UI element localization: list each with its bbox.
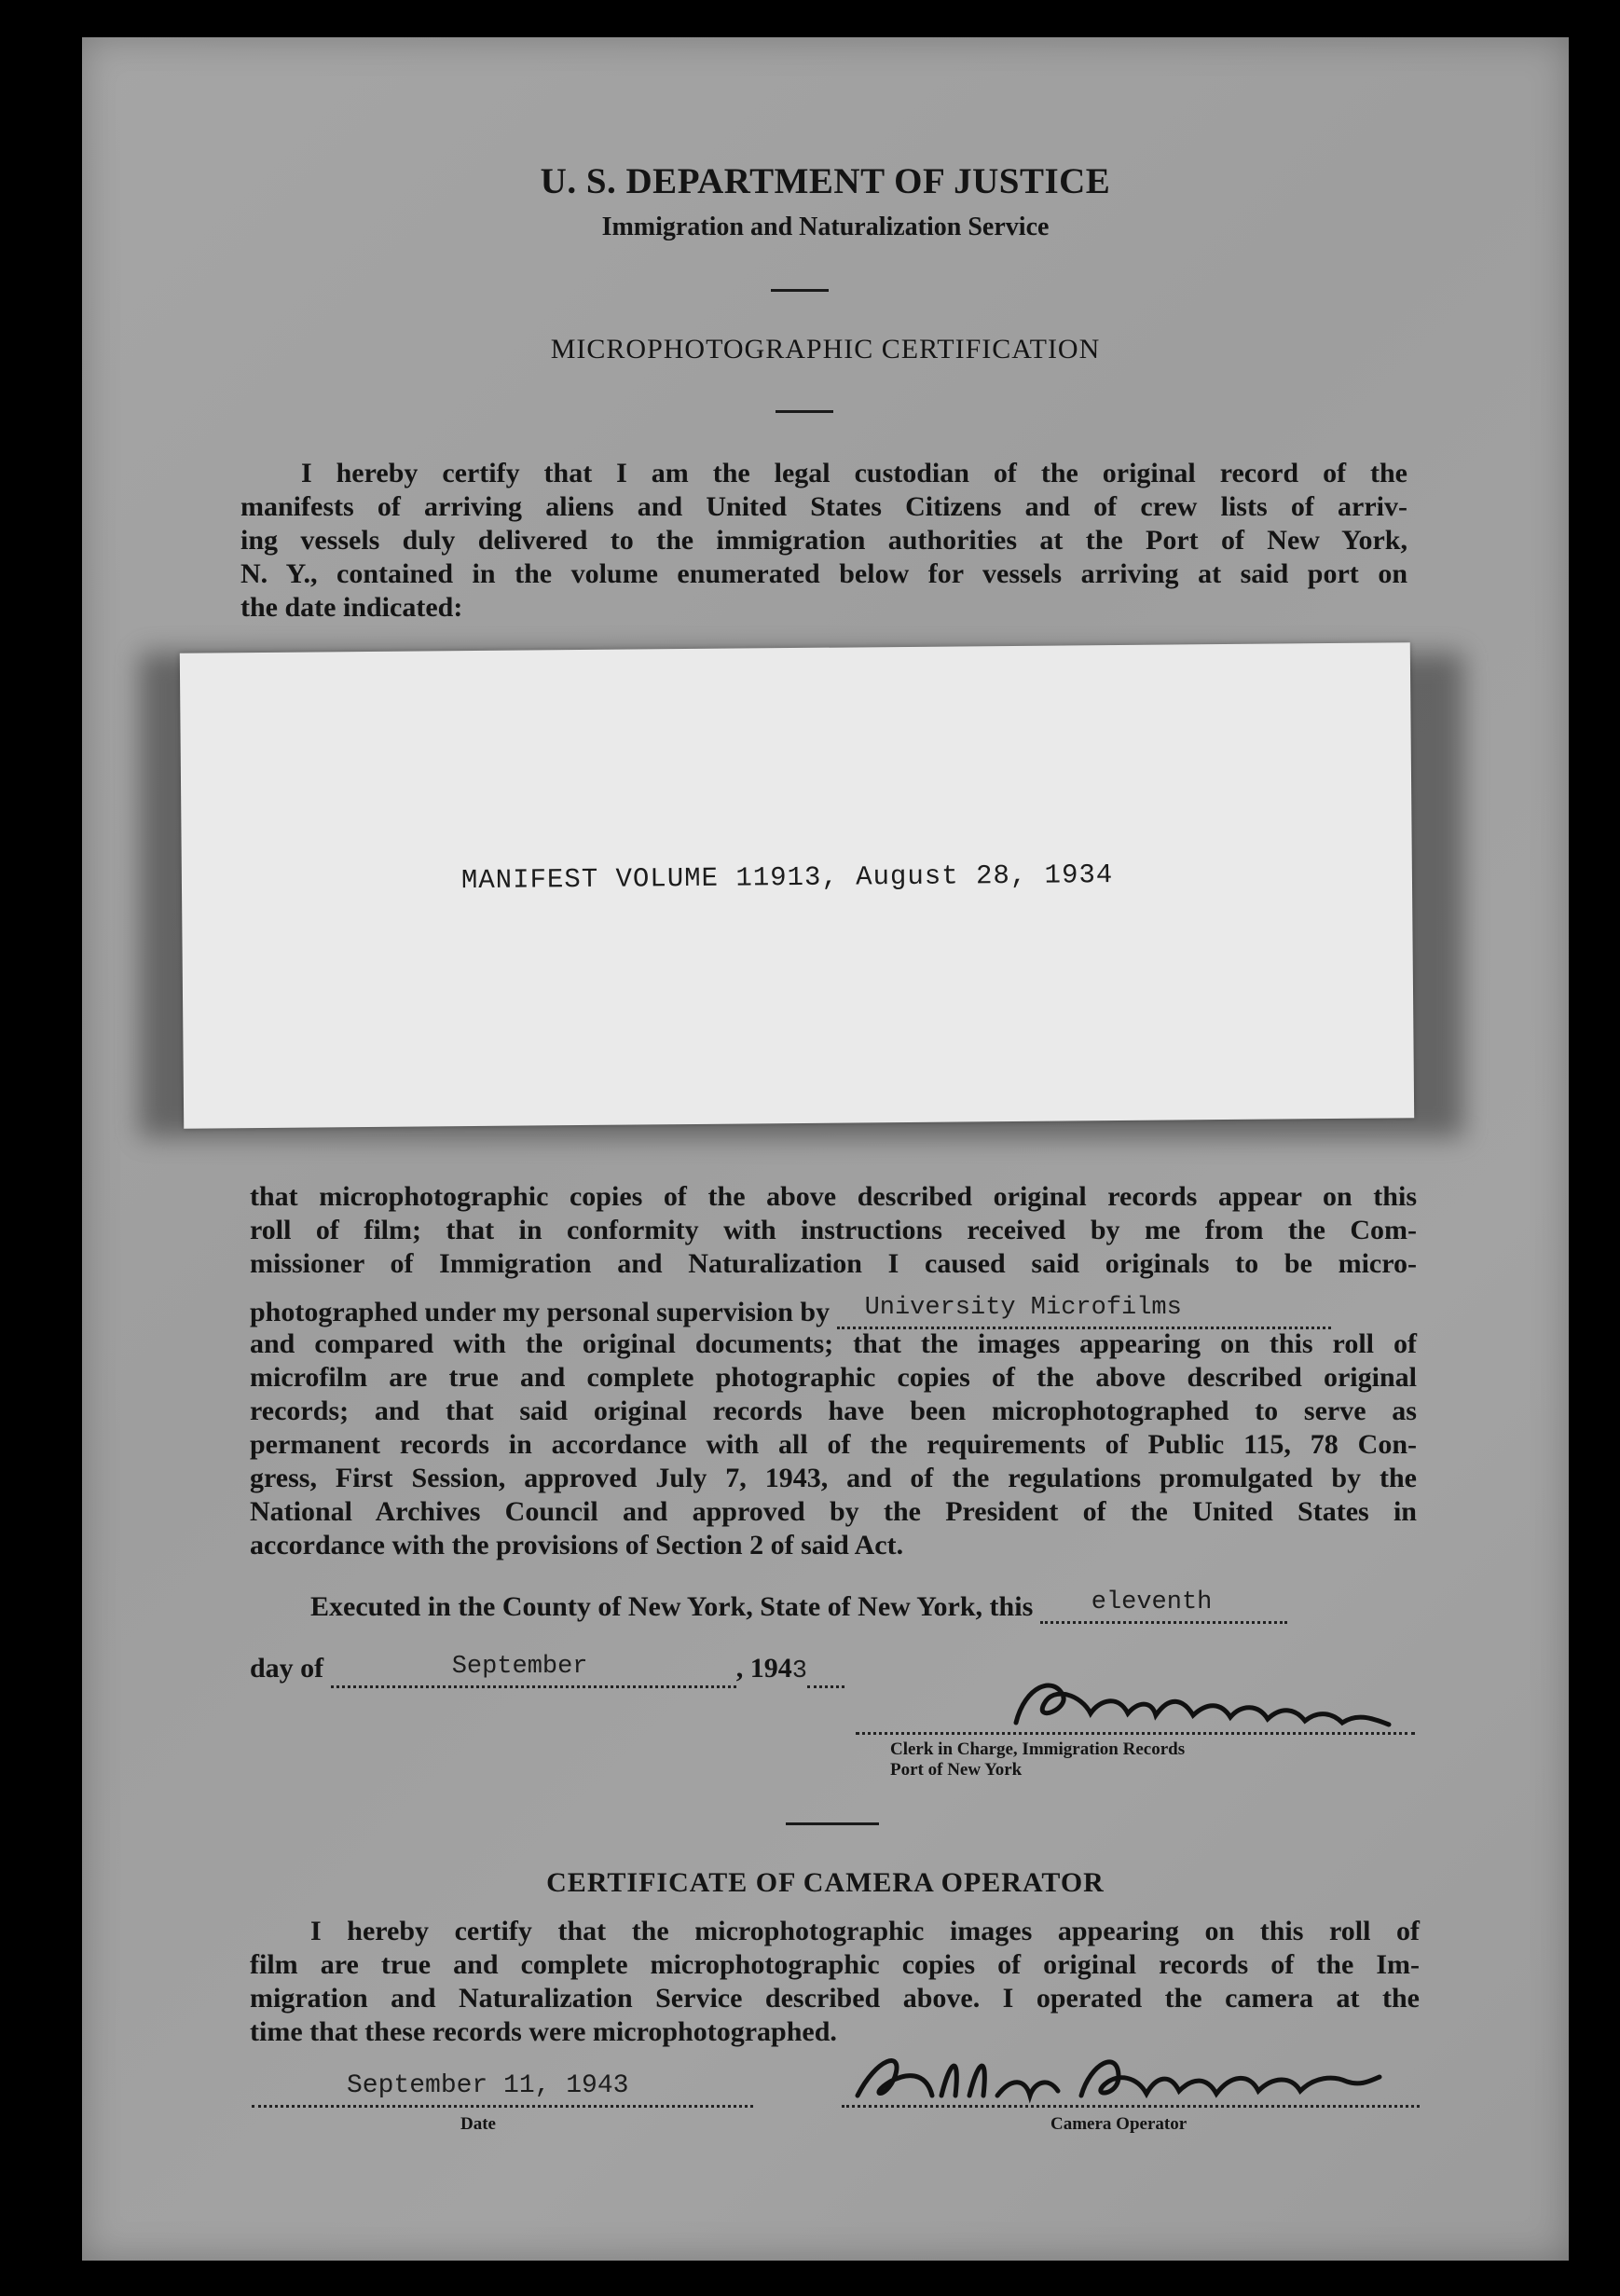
executed-line	[310, 1590, 1287, 1624]
header-divider	[771, 289, 829, 292]
camera-line-3: migration and Naturalization Service described above. I operated the camera at the	[250, 1983, 1420, 2014]
body-line-2: roll of film; that in conformity with instructions received by me from the Com-	[250, 1215, 1417, 1245]
clerk-signature	[997, 1657, 1426, 1741]
intro-line-1: I hereby certify that I am the legal custodian of the original record of the	[301, 458, 1407, 488]
month-field	[331, 1653, 736, 1688]
title-divider	[776, 410, 833, 413]
camera-date-value: September 11, 1943	[347, 2071, 629, 2100]
camera-line-2: film are true and complete microphotographic copies of original records of the Im-	[250, 1949, 1420, 1980]
manifest-slip	[180, 642, 1414, 1128]
year-prefix: , 194	[735, 1653, 792, 1684]
department-heading: U. S. DEPARTMENT OF JUSTICE	[540, 161, 1111, 201]
supervision-prefix: photographed under my personal supervision by	[250, 1297, 831, 1327]
body-line-11: accordance with the provisions of Section 2 of said Act.	[250, 1530, 904, 1560]
camera-operator-label: Camera Operator	[1050, 2114, 1188, 2134]
camera-heading: CERTIFICATE OF CAMERA OPERATOR	[546, 1867, 1105, 1898]
camera-date-label: Date	[460, 2114, 496, 2134]
camera-line-4: time that these records were microphotographed.	[250, 2016, 837, 2047]
body-line-9: gress, First Session, approved July 7, 1943, and of the regulations promulgated by the	[250, 1463, 1417, 1493]
intro-line-3: ing vessels duly delivered to the immigration authorities at the Port of New York,	[240, 525, 1407, 556]
supervision-name: University Microfilms	[864, 1294, 1182, 1322]
year-digit: 3	[791, 1657, 807, 1685]
supervision-line	[250, 1296, 1331, 1329]
camera-operator-signature	[839, 2040, 1398, 2114]
month-line	[250, 1652, 844, 1688]
year-trailing-dots	[807, 1657, 844, 1688]
intro-line-5: the date indicated:	[240, 592, 463, 623]
supervision-field	[837, 1294, 1331, 1329]
section-divider	[786, 1822, 879, 1825]
body-line-5: and compared with the original documents; that the images appearing on this roll of	[250, 1328, 1417, 1359]
body-line-3: missioner of Immigration and Naturalization I caused said originals to be micro-	[250, 1248, 1417, 1279]
body-line-8: permanent records in accordance with all of the requirements of Public 115, 78 Con-	[250, 1429, 1417, 1460]
day-of-label: day of	[250, 1653, 324, 1684]
day-value: eleventh	[1091, 1588, 1213, 1616]
day-field	[1040, 1588, 1287, 1624]
intro-line-4: N. Y., contained in the volume enumerated below for vessels arriving at said port on	[240, 558, 1407, 589]
clerk-title-line-1: Clerk in Charge, Immigration Records	[890, 1739, 1186, 1759]
service-subheading: Immigration and Naturalization Service	[601, 213, 1050, 241]
camera-line-1: I hereby certify that the microphotographic images appearing on this roll of	[310, 1916, 1420, 1946]
body-line-7: records; and that said original records have been microphotographed to serve as	[250, 1395, 1417, 1426]
manifest-volume-text: MANIFEST VOLUME 11913, August 28, 1934	[460, 859, 1114, 897]
clerk-title-line-2: Port of New York	[890, 1760, 1023, 1780]
body-line-6: microfilm are true and complete photographic copies of the above described original	[250, 1362, 1417, 1393]
certification-title: MICROPHOTOGRAPHIC CERTIFICATION	[550, 334, 1101, 364]
body-line-10: National Archives Council and approved by the President of the United States in	[250, 1496, 1417, 1527]
body-line-1: that microphotographic copies of the above described original records appear on this	[250, 1181, 1417, 1212]
intro-line-2: manifests of arriving aliens and United States Citizens and of crew lists of arriv-	[240, 491, 1407, 522]
month-value: September	[451, 1653, 588, 1681]
executed-prefix: Executed in the County of New York, State of New York, this	[310, 1591, 1034, 1622]
